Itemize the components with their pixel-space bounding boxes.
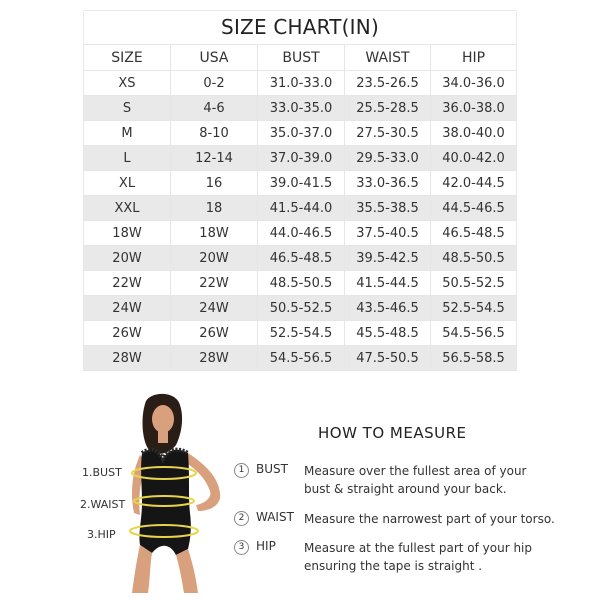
how-to-measure-title: HOW TO MEASURE bbox=[318, 424, 467, 442]
header-row bbox=[84, 45, 517, 71]
cell-bust: 35.0-37.0 bbox=[258, 121, 345, 146]
step-description bbox=[304, 462, 544, 498]
cell-hip: 52.5-54.5 bbox=[431, 296, 517, 321]
cell-usa: 26W bbox=[171, 321, 258, 346]
cell-usa: 4-6 bbox=[171, 96, 258, 121]
cell-size: XL bbox=[84, 171, 171, 196]
cell-usa: 16 bbox=[171, 171, 258, 196]
cell-bust: 48.5-50.5 bbox=[258, 271, 345, 296]
cell-size: XS bbox=[84, 71, 171, 96]
column-header-size: SIZE bbox=[84, 45, 171, 71]
cell-bust: 37.0-39.0 bbox=[258, 146, 345, 171]
step-name: BUST bbox=[256, 462, 288, 476]
column-header-usa: USA bbox=[171, 45, 258, 71]
table-row bbox=[84, 246, 517, 271]
cell-bust: 41.5-44.0 bbox=[258, 196, 345, 221]
cell-waist: 39.5-42.5 bbox=[345, 246, 431, 271]
cell-size: S bbox=[84, 96, 171, 121]
bust-label: 1.BUST bbox=[82, 466, 122, 479]
table-row bbox=[84, 71, 517, 96]
cell-bust: 46.5-48.5 bbox=[258, 246, 345, 271]
cell-bust: 39.0-41.5 bbox=[258, 171, 345, 196]
cell-bust: 44.0-46.5 bbox=[258, 221, 345, 246]
cell-usa: 28W bbox=[171, 346, 258, 371]
table-row bbox=[84, 271, 517, 296]
cell-waist: 25.5-28.5 bbox=[345, 96, 431, 121]
cell-size: 22W bbox=[84, 271, 171, 296]
hip-label: 3.HIP bbox=[87, 528, 116, 541]
step-name: HIP bbox=[256, 539, 276, 553]
table-row bbox=[84, 146, 517, 171]
cell-waist: 47.5-50.5 bbox=[345, 346, 431, 371]
cell-waist: 23.5-26.5 bbox=[345, 71, 431, 96]
cell-usa: 0-2 bbox=[171, 71, 258, 96]
table-row bbox=[84, 321, 517, 346]
column-header-hip: HIP bbox=[431, 45, 517, 71]
table-row bbox=[84, 221, 517, 246]
cell-bust: 31.0-33.0 bbox=[258, 71, 345, 96]
cell-hip: 40.0-42.0 bbox=[431, 146, 517, 171]
cell-usa: 18W bbox=[171, 221, 258, 246]
cell-hip: 46.5-48.5 bbox=[431, 221, 517, 246]
cell-waist: 41.5-44.5 bbox=[345, 271, 431, 296]
cell-bust: 54.5-56.5 bbox=[258, 346, 345, 371]
model-figure bbox=[118, 393, 233, 593]
cell-size: XXL bbox=[84, 196, 171, 221]
cell-hip: 48.5-50.5 bbox=[431, 246, 517, 271]
table-row bbox=[84, 296, 517, 321]
swimsuit-shape bbox=[139, 450, 190, 555]
cell-size: M bbox=[84, 121, 171, 146]
step-number-badge: 3 bbox=[234, 540, 249, 555]
table-row bbox=[84, 121, 517, 146]
cell-bust: 52.5-54.5 bbox=[258, 321, 345, 346]
chart-title: SIZE CHART(IN) bbox=[83, 10, 517, 44]
cell-hip: 56.5-58.5 bbox=[431, 346, 517, 371]
waist-label: 2.WAIST bbox=[80, 498, 126, 511]
table-row bbox=[84, 96, 517, 121]
cell-waist: 33.0-36.5 bbox=[345, 171, 431, 196]
step-number-badge: 1 bbox=[234, 463, 249, 478]
step-number-badge: 2 bbox=[234, 511, 249, 526]
cell-waist: 27.5-30.5 bbox=[345, 121, 431, 146]
cell-waist: 45.5-48.5 bbox=[345, 321, 431, 346]
size-table-body bbox=[84, 71, 517, 371]
cell-waist: 35.5-38.5 bbox=[345, 196, 431, 221]
step-name: WAIST bbox=[256, 510, 294, 524]
cell-hip: 44.5-46.5 bbox=[431, 196, 517, 221]
cell-hip: 34.0-36.0 bbox=[431, 71, 517, 96]
column-header-waist: WAIST bbox=[345, 45, 431, 71]
step-description-line: Measure over the fullest area of your bbox=[304, 464, 527, 478]
cell-size: 18W bbox=[84, 221, 171, 246]
step-description-line: Measure the narrowest part of your torso. bbox=[304, 512, 555, 526]
table-row bbox=[84, 196, 517, 221]
cell-waist: 29.5-33.0 bbox=[345, 146, 431, 171]
neck-shape bbox=[158, 429, 168, 443]
column-header-bust: BUST bbox=[258, 45, 345, 71]
cell-usa: 24W bbox=[171, 296, 258, 321]
cell-size: 24W bbox=[84, 296, 171, 321]
step-description-line: Measure at the fullest part of your hip bbox=[304, 541, 533, 555]
cell-size: 20W bbox=[84, 246, 171, 271]
cell-hip: 36.0-38.0 bbox=[431, 96, 517, 121]
step-description-line: bust & straight around your back. bbox=[304, 482, 507, 496]
cell-usa: 18 bbox=[171, 196, 258, 221]
table-row bbox=[84, 346, 517, 371]
table-row bbox=[84, 171, 517, 196]
cell-hip: 42.0-44.5 bbox=[431, 171, 517, 196]
cell-size: 26W bbox=[84, 321, 171, 346]
cell-hip: 50.5-52.5 bbox=[431, 271, 517, 296]
legs-shape bbox=[132, 545, 198, 593]
step-description bbox=[304, 510, 555, 528]
cell-waist: 37.5-40.5 bbox=[345, 221, 431, 246]
step-description-line: ensuring the tape is straight . bbox=[304, 559, 483, 573]
cell-hip: 38.0-40.0 bbox=[431, 121, 517, 146]
cell-bust: 33.0-35.0 bbox=[258, 96, 345, 121]
cell-usa: 20W bbox=[171, 246, 258, 271]
cell-usa: 12-14 bbox=[171, 146, 258, 171]
cell-bust: 50.5-52.5 bbox=[258, 296, 345, 321]
cell-waist: 43.5-46.5 bbox=[345, 296, 431, 321]
cell-size: L bbox=[84, 146, 171, 171]
cell-usa: 8-10 bbox=[171, 121, 258, 146]
step-description bbox=[304, 539, 544, 575]
size-chart-table bbox=[83, 10, 517, 371]
cell-hip: 54.5-56.5 bbox=[431, 321, 517, 346]
cell-size: 28W bbox=[84, 346, 171, 371]
face-shape bbox=[152, 405, 174, 433]
cell-usa: 22W bbox=[171, 271, 258, 296]
